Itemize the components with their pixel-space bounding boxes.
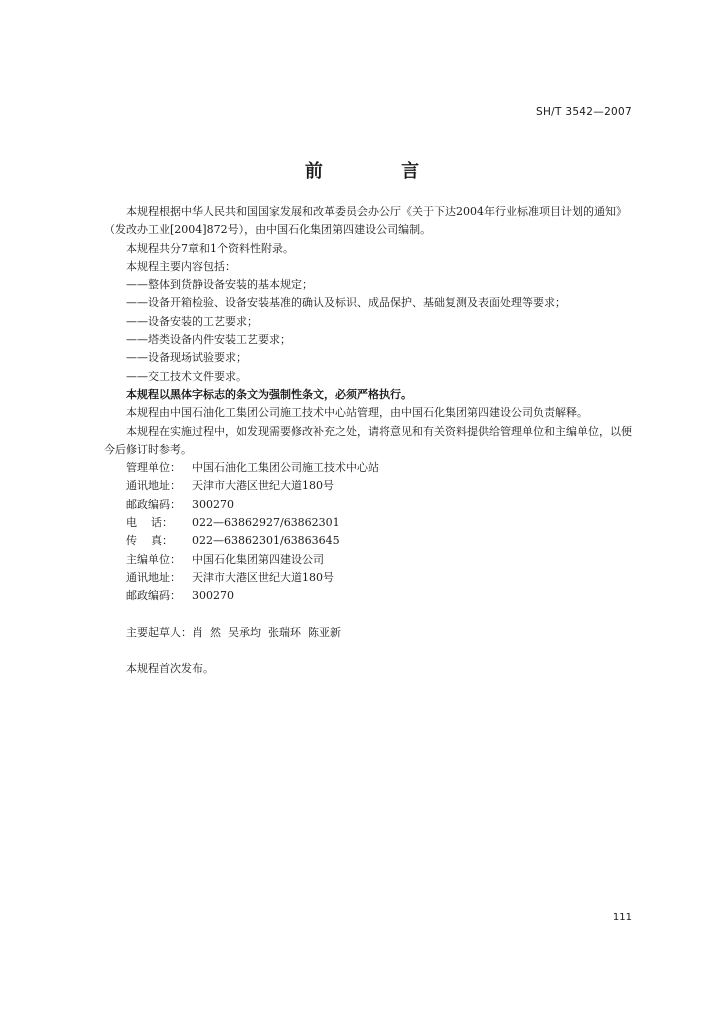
release-note: 本规程首次发布。 bbox=[126, 661, 214, 675]
paragraph-structure: 本规程共分7章和1个资料性附录。 bbox=[126, 241, 294, 255]
list-item: ——设备安装的工艺要求； bbox=[126, 314, 258, 328]
contact-row: 邮政编码： 300270 bbox=[126, 589, 234, 603]
list-item: ——设备开箱检验、设备安装基准的确认及标识、成品保护、基础复测及表面处理等要求； bbox=[126, 296, 566, 310]
list-item: ——交工技术文件要求。 bbox=[126, 369, 247, 383]
standard-code: SH/T 3542—2007 bbox=[536, 106, 632, 118]
contact-row: 邮政编码： 300270 bbox=[126, 497, 234, 511]
drafters: 主要起草人：肖 然 吴承均 张瑞环 陈亚新 bbox=[126, 625, 341, 639]
paragraph-management: 本规程由中国石油化工集团公司施工技术中心站管理，由中国石化集团第四建设公司负责解释。 bbox=[126, 406, 588, 420]
page-number: 111 bbox=[612, 912, 632, 923]
paragraph-source: 本规程根据中华人民共和国国家发展和改革委员会办公厅《关于下达2004年行业标准项目计划的通知》（发改办工业[2004]872号），由中国石化集团第四建设公司编制。 bbox=[104, 205, 627, 237]
list-item: ——整体到货静设备安装的基本规定； bbox=[126, 278, 313, 292]
contact-row: 电 话： 022—63862927/63862301 bbox=[126, 516, 340, 530]
page-title: 前 言 bbox=[304, 161, 456, 182]
preface-body bbox=[104, 203, 636, 678]
contact-row: 传 真： 022—63862301/63863645 bbox=[126, 534, 340, 548]
paragraph-mandatory: 本规程以黑体字标志的条文为强制性条文，必须严格执行。 bbox=[126, 387, 412, 401]
contact-row: 通讯地址： 天津市大港区世纪大道180号 bbox=[126, 479, 334, 493]
contact-row: 通讯地址： 天津市大港区世纪大道180号 bbox=[126, 570, 334, 584]
spacer bbox=[104, 606, 636, 624]
list-item: ——设备现场试验要求； bbox=[126, 351, 247, 365]
list-item: ——塔类设备内件安装工艺要求； bbox=[126, 333, 291, 347]
contact-row: 管理单位： 中国石油化工集团公司施工技术中心站 bbox=[126, 461, 379, 475]
contact-row: 主编单位： 中国石化集团第四建设公司 bbox=[126, 552, 324, 566]
paragraph-feedback: 本规程在实施过程中，如发现需要修改补充之处，请将意见和有关资料提供给管理单位和主编单位，以便今后修订时参考。 bbox=[104, 424, 632, 456]
spacer bbox=[104, 642, 636, 660]
paragraph-contents-intro: 本规程主要内容包括： bbox=[126, 259, 236, 273]
